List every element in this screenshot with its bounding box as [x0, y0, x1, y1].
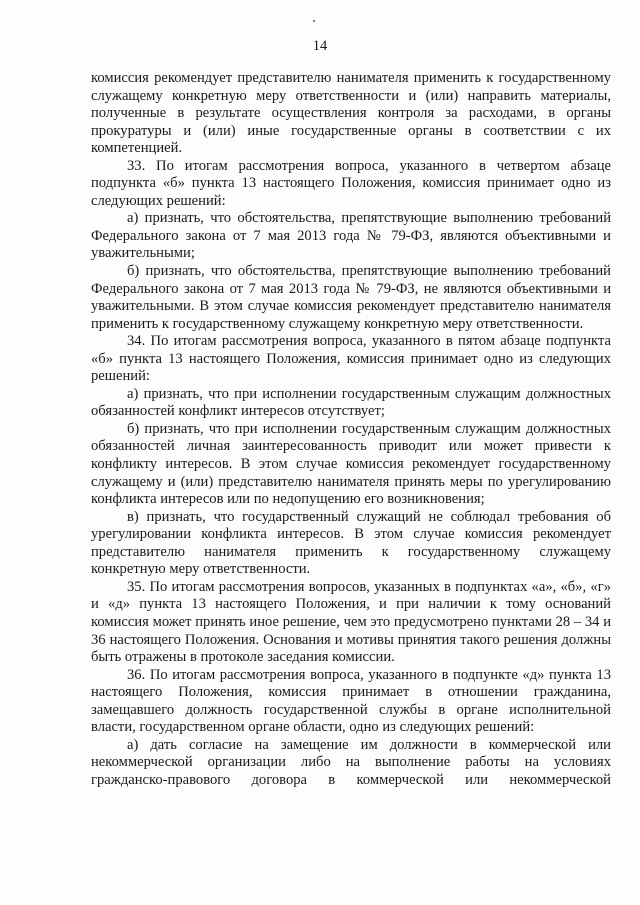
paragraph-item-33-a: а) признать, что обстоятельства, препятствующие выполнению требований Федерального закона от 7 мая 2013 года № 79-ФЗ, являются объективными и уважительными;	[91, 210, 611, 262]
paragraph-item-34: 34. По итогам рассмотрения вопроса, указанного в пятом абзаце подпункта «б» пункта 13 настоящего Положения, комиссия принимает одно из следующих решений:	[91, 333, 611, 385]
paragraph-item-35: 35. По итогам рассмотрения вопросов, указанных в подпунктах «а», «б», «г» и «д» пункта 13 настоящего Положения, и при наличии к тому оснований комиссия может принять иное решение, чем это предусмотрено пунктами 28 – 34 и 36 настоящего Положения. Основания и мотивы принятия такого решения должны быть отражены в протоколе заседания комиссии.	[91, 578, 611, 666]
paragraph-item-36-a: а) дать согласие на замещение им должности в коммерческой или некоммерческой организации либо на выполнение работы на условиях гражданско-правового договора в коммерческой или некоммерческой	[91, 736, 611, 788]
document-body	[91, 70, 611, 789]
paragraph-item-33: 33. По итогам рассмотрения вопроса, указанного в четвертом абзаце подпункта «б» пункта 13 настоящего Положения, комиссия принимает одно из следующих решений:	[91, 157, 611, 209]
page-number: 14	[312, 38, 328, 54]
paragraph-item-33-b: б) признать, что обстоятельства, препятствующие выполнению требований Федерального закона от 7 мая 2013 года № 79-ФЗ, не являются объективными и уважительными. В этом случае комиссия рекомендует представителю нанимателя применить к государственному служащему конкретную меру ответственности.	[91, 263, 611, 332]
paragraph-item-34-c: в) признать, что государственный служащий не соблюдал требования об урегулировании конфликта интересов. В этом случае комиссия рекомендует представителю нанимателя применить к государственному служащему конкретную меру ответственности.	[91, 508, 611, 578]
scan-speck	[313, 20, 315, 22]
paragraph-item-36: 36. По итогам рассмотрения вопроса, указанного в подпункте «д» пункта 13 настоящего Положения, комиссия принимает в отношении гражданина, замещавшего должность государственной службы в органе исполнительной власти, государственном органе области, одно из следующих решений:	[91, 666, 611, 736]
paragraph-item-34-b: б) признать, что при исполнении государственным служащим должностных обязанностей личная заинтересованность приводит или может привести к конфликту интересов. В этом случае комиссия рекомендует государственному служащему и (или) представителю нанимателя принять меры по урегулированию конфликта интересов или по недопущению его возникновения;	[91, 420, 611, 508]
paragraph-item-34-a: а) признать, что при исполнении государственным служащим должностных обязанностей конфликт интересов отсутствует;	[91, 385, 611, 420]
paragraph-continuation: комиссия рекомендует представителю нанимателя применить к государственному служащему конкретную меру ответственности и (или) направить материалы, полученные в результате осуществления контроля за расходами, в органы прокуратуры и (или) иные государственные органы в соответствии с их компетенцией.	[91, 70, 611, 157]
